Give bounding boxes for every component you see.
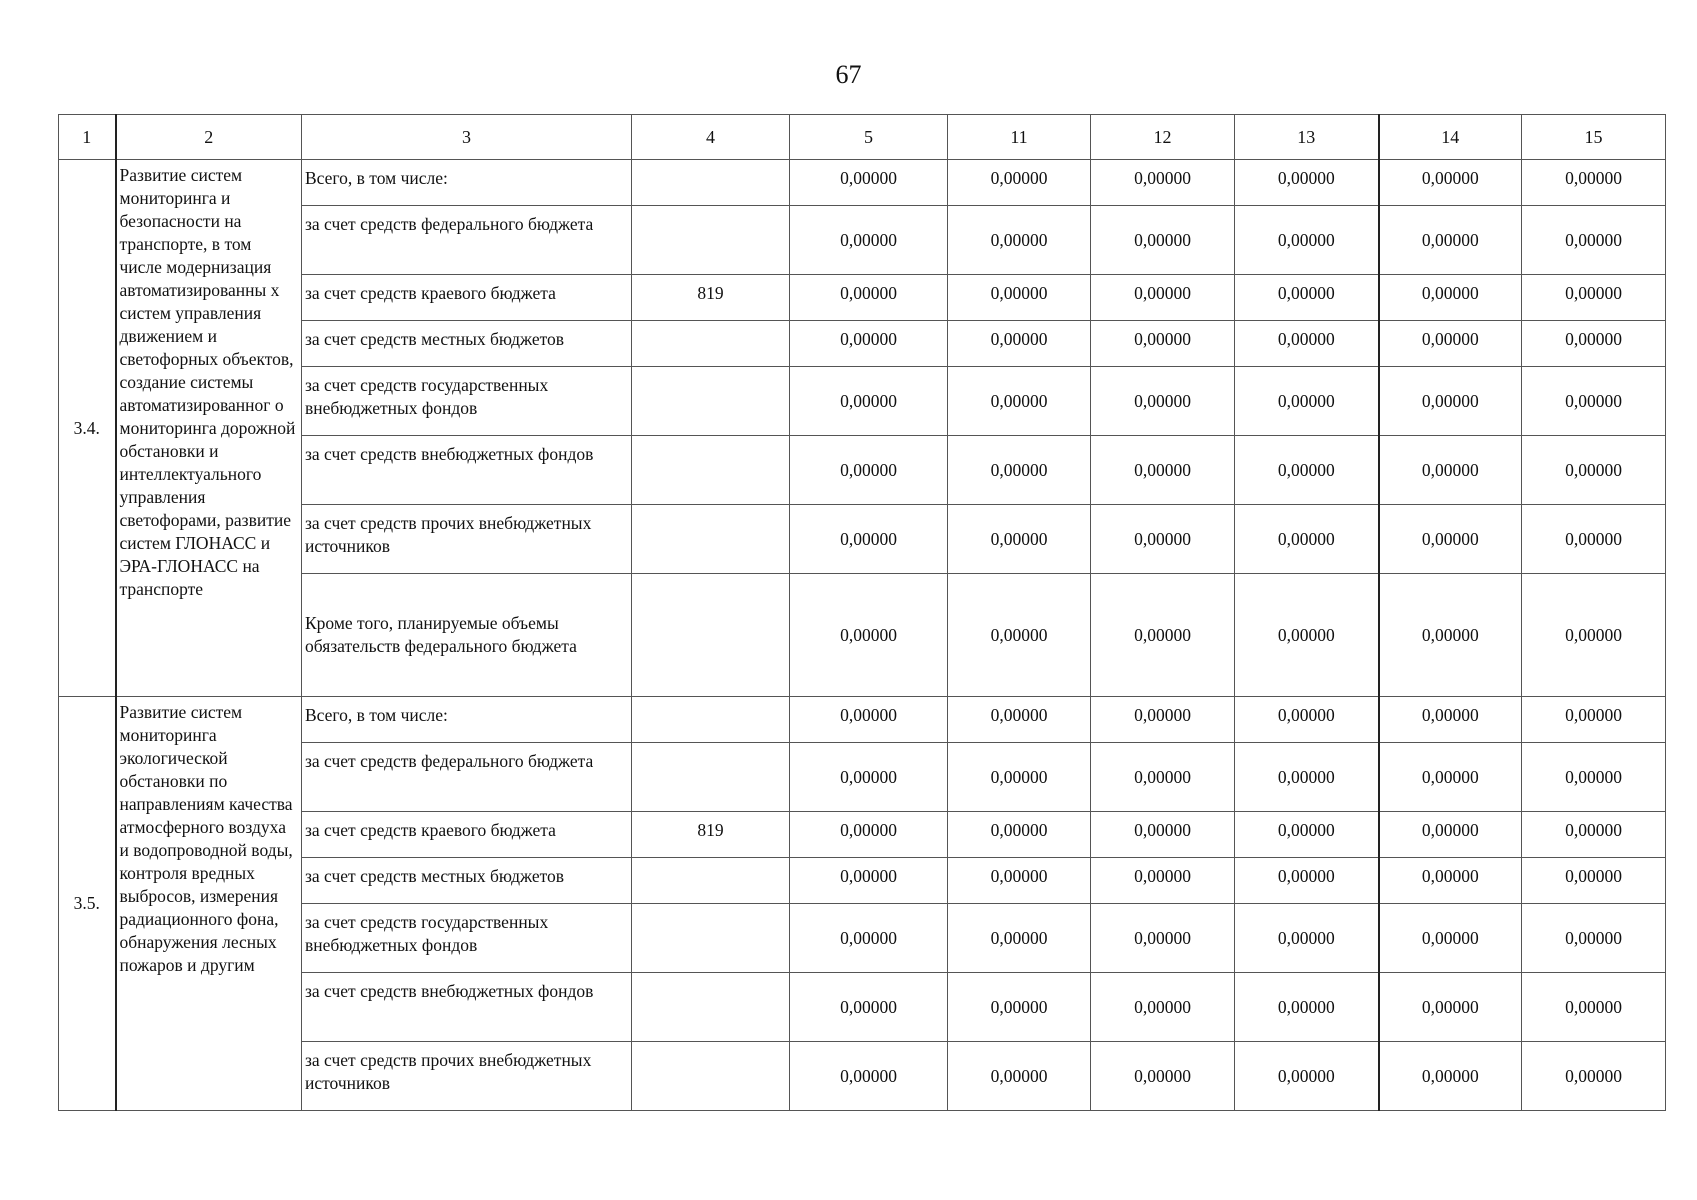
value-cell: 0,00000 xyxy=(948,574,1091,697)
value-cell: 0,00000 xyxy=(948,275,1091,321)
table-row xyxy=(59,160,1666,206)
budget-table xyxy=(58,114,1666,1111)
value-cell: 0,00000 xyxy=(948,697,1091,743)
budget-code xyxy=(632,321,790,367)
value-cell: 0,00000 xyxy=(1091,697,1235,743)
column-header: 3 xyxy=(302,115,632,160)
value-cell: 0,00000 xyxy=(1235,697,1379,743)
budget-code xyxy=(632,1042,790,1111)
value-cell: 0,00000 xyxy=(948,160,1091,206)
value-cell: 0,00000 xyxy=(1522,321,1666,367)
section-number: 3.5. xyxy=(59,697,116,1111)
value-cell: 0,00000 xyxy=(1522,1042,1666,1111)
value-cell: 0,00000 xyxy=(1235,321,1379,367)
value-cell: 0,00000 xyxy=(1235,275,1379,321)
value-cell: 0,00000 xyxy=(1235,505,1379,574)
value-cell: 0,00000 xyxy=(1379,812,1522,858)
value-cell: 0,00000 xyxy=(1091,206,1235,275)
column-header: 13 xyxy=(1235,115,1379,160)
value-cell: 0,00000 xyxy=(1091,505,1235,574)
funding-source-label: за счет средств местных бюджетов xyxy=(302,321,632,367)
budget-code xyxy=(632,206,790,275)
value-cell: 0,00000 xyxy=(790,436,948,505)
value-cell: 0,00000 xyxy=(1235,812,1379,858)
funding-source-label: Всего, в том числе: xyxy=(302,697,632,743)
value-cell: 0,00000 xyxy=(1522,973,1666,1042)
value-cell: 0,00000 xyxy=(1091,973,1235,1042)
value-cell: 0,00000 xyxy=(790,858,948,904)
value-cell: 0,00000 xyxy=(948,505,1091,574)
value-cell: 0,00000 xyxy=(790,812,948,858)
value-cell: 0,00000 xyxy=(948,367,1091,436)
budget-code xyxy=(632,160,790,206)
value-cell: 0,00000 xyxy=(1091,275,1235,321)
value-cell: 0,00000 xyxy=(1522,367,1666,436)
value-cell: 0,00000 xyxy=(790,743,948,812)
value-cell: 0,00000 xyxy=(1522,206,1666,275)
page-number: 67 xyxy=(835,60,862,89)
value-cell: 0,00000 xyxy=(1522,436,1666,505)
budget-code xyxy=(632,367,790,436)
value-cell: 0,00000 xyxy=(1235,367,1379,436)
value-cell: 0,00000 xyxy=(948,743,1091,812)
value-cell: 0,00000 xyxy=(1379,275,1522,321)
section-title: Развитие систем мониторинга и безопасности на транспорте, в том числе модернизация автоматизированны х систем управления движением и светофорных объектов, создание системы автоматизированног о мониторинга дорожной обстановки и интеллектуального управления светофорами, развитие систем ГЛОНАСС и ЭРА-ГЛОНАСС на транспорте xyxy=(116,160,302,697)
budget-code xyxy=(632,973,790,1042)
value-cell: 0,00000 xyxy=(1522,904,1666,973)
column-header: 11 xyxy=(948,115,1091,160)
column-header: 14 xyxy=(1379,115,1522,160)
value-cell: 0,00000 xyxy=(1522,697,1666,743)
funding-source-label: за счет средств местных бюджетов xyxy=(302,858,632,904)
funding-source-label: за счет средств краевого бюджета xyxy=(302,275,632,321)
value-cell: 0,00000 xyxy=(790,697,948,743)
value-cell: 0,00000 xyxy=(1235,574,1379,697)
column-header: 5 xyxy=(790,115,948,160)
budget-code xyxy=(632,697,790,743)
value-cell: 0,00000 xyxy=(1235,973,1379,1042)
budget-code xyxy=(632,436,790,505)
value-cell: 0,00000 xyxy=(1379,858,1522,904)
value-cell: 0,00000 xyxy=(948,436,1091,505)
value-cell: 0,00000 xyxy=(1522,160,1666,206)
value-cell: 0,00000 xyxy=(1379,697,1522,743)
funding-source-label: за счет средств федерального бюджета xyxy=(302,743,632,812)
value-cell: 0,00000 xyxy=(1235,436,1379,505)
value-cell: 0,00000 xyxy=(948,973,1091,1042)
funding-source-label: за счет средств государственных внебюджетных фондов xyxy=(302,367,632,436)
budget-code xyxy=(632,904,790,973)
value-cell: 0,00000 xyxy=(790,367,948,436)
value-cell: 0,00000 xyxy=(1091,1042,1235,1111)
value-cell: 0,00000 xyxy=(1379,973,1522,1042)
value-cell: 0,00000 xyxy=(790,973,948,1042)
budget-code xyxy=(632,743,790,812)
value-cell: 0,00000 xyxy=(790,275,948,321)
value-cell: 0,00000 xyxy=(1235,743,1379,812)
value-cell: 0,00000 xyxy=(1091,436,1235,505)
budget-code xyxy=(632,505,790,574)
value-cell: 0,00000 xyxy=(948,858,1091,904)
value-cell: 0,00000 xyxy=(1522,812,1666,858)
value-cell: 0,00000 xyxy=(1379,904,1522,973)
value-cell: 0,00000 xyxy=(1235,160,1379,206)
value-cell: 0,00000 xyxy=(1235,858,1379,904)
value-cell: 0,00000 xyxy=(1091,812,1235,858)
value-cell: 0,00000 xyxy=(1379,436,1522,505)
value-cell: 0,00000 xyxy=(1522,275,1666,321)
value-cell: 0,00000 xyxy=(790,904,948,973)
funding-source-label: Всего, в том числе: xyxy=(302,160,632,206)
column-header: 2 xyxy=(116,115,302,160)
value-cell: 0,00000 xyxy=(1522,858,1666,904)
value-cell: 0,00000 xyxy=(1235,904,1379,973)
value-cell: 0,00000 xyxy=(948,206,1091,275)
column-header: 15 xyxy=(1522,115,1666,160)
budget-code xyxy=(632,858,790,904)
funding-source-label: за счет средств прочих внебюджетных источников xyxy=(302,1042,632,1111)
value-cell: 0,00000 xyxy=(1235,206,1379,275)
value-cell: 0,00000 xyxy=(790,574,948,697)
funding-source-label: Кроме того, планируемые объемы обязательств федерального бюджета xyxy=(302,574,632,697)
value-cell: 0,00000 xyxy=(1379,1042,1522,1111)
value-cell: 0,00000 xyxy=(1091,743,1235,812)
funding-source-label: за счет средств краевого бюджета xyxy=(302,812,632,858)
value-cell: 0,00000 xyxy=(790,1042,948,1111)
value-cell: 0,00000 xyxy=(1379,321,1522,367)
budget-code xyxy=(632,574,790,697)
funding-source-label: за счет средств внебюджетных фондов xyxy=(302,973,632,1042)
value-cell: 0,00000 xyxy=(1522,743,1666,812)
value-cell: 0,00000 xyxy=(1522,574,1666,697)
value-cell: 0,00000 xyxy=(1379,505,1522,574)
column-header: 12 xyxy=(1091,115,1235,160)
value-cell: 0,00000 xyxy=(1379,206,1522,275)
table-row xyxy=(59,697,1666,743)
column-number-header-row xyxy=(59,115,1666,160)
value-cell: 0,00000 xyxy=(1091,321,1235,367)
value-cell: 0,00000 xyxy=(948,812,1091,858)
value-cell: 0,00000 xyxy=(1379,367,1522,436)
budget-code: 819 xyxy=(632,275,790,321)
value-cell: 0,00000 xyxy=(1091,858,1235,904)
value-cell: 0,00000 xyxy=(1379,743,1522,812)
value-cell: 0,00000 xyxy=(790,206,948,275)
funding-source-label: за счет средств прочих внебюджетных источников xyxy=(302,505,632,574)
funding-source-label: за счет средств государственных внебюджетных фондов xyxy=(302,904,632,973)
value-cell: 0,00000 xyxy=(790,505,948,574)
section-title: Развитие систем мониторинга экологической обстановки по направлениям качества атмосферного воздуха и водопроводной воды, контроля вредных выбросов, измерения радиационного фона, обнаружения лесных пожаров и другим xyxy=(116,697,302,1111)
funding-source-label: за счет средств внебюджетных фондов xyxy=(302,436,632,505)
value-cell: 0,00000 xyxy=(1091,367,1235,436)
value-cell: 0,00000 xyxy=(1091,574,1235,697)
funding-source-label: за счет средств федерального бюджета xyxy=(302,206,632,275)
value-cell: 0,00000 xyxy=(1379,574,1522,697)
value-cell: 0,00000 xyxy=(1091,160,1235,206)
section-number: 3.4. xyxy=(59,160,116,697)
value-cell: 0,00000 xyxy=(1379,160,1522,206)
column-header: 4 xyxy=(632,115,790,160)
value-cell: 0,00000 xyxy=(790,321,948,367)
column-header: 1 xyxy=(59,115,116,160)
value-cell: 0,00000 xyxy=(948,1042,1091,1111)
value-cell: 0,00000 xyxy=(948,321,1091,367)
value-cell: 0,00000 xyxy=(1522,505,1666,574)
value-cell: 0,00000 xyxy=(1235,1042,1379,1111)
budget-code: 819 xyxy=(632,812,790,858)
value-cell: 0,00000 xyxy=(790,160,948,206)
value-cell: 0,00000 xyxy=(1091,904,1235,973)
value-cell: 0,00000 xyxy=(948,904,1091,973)
